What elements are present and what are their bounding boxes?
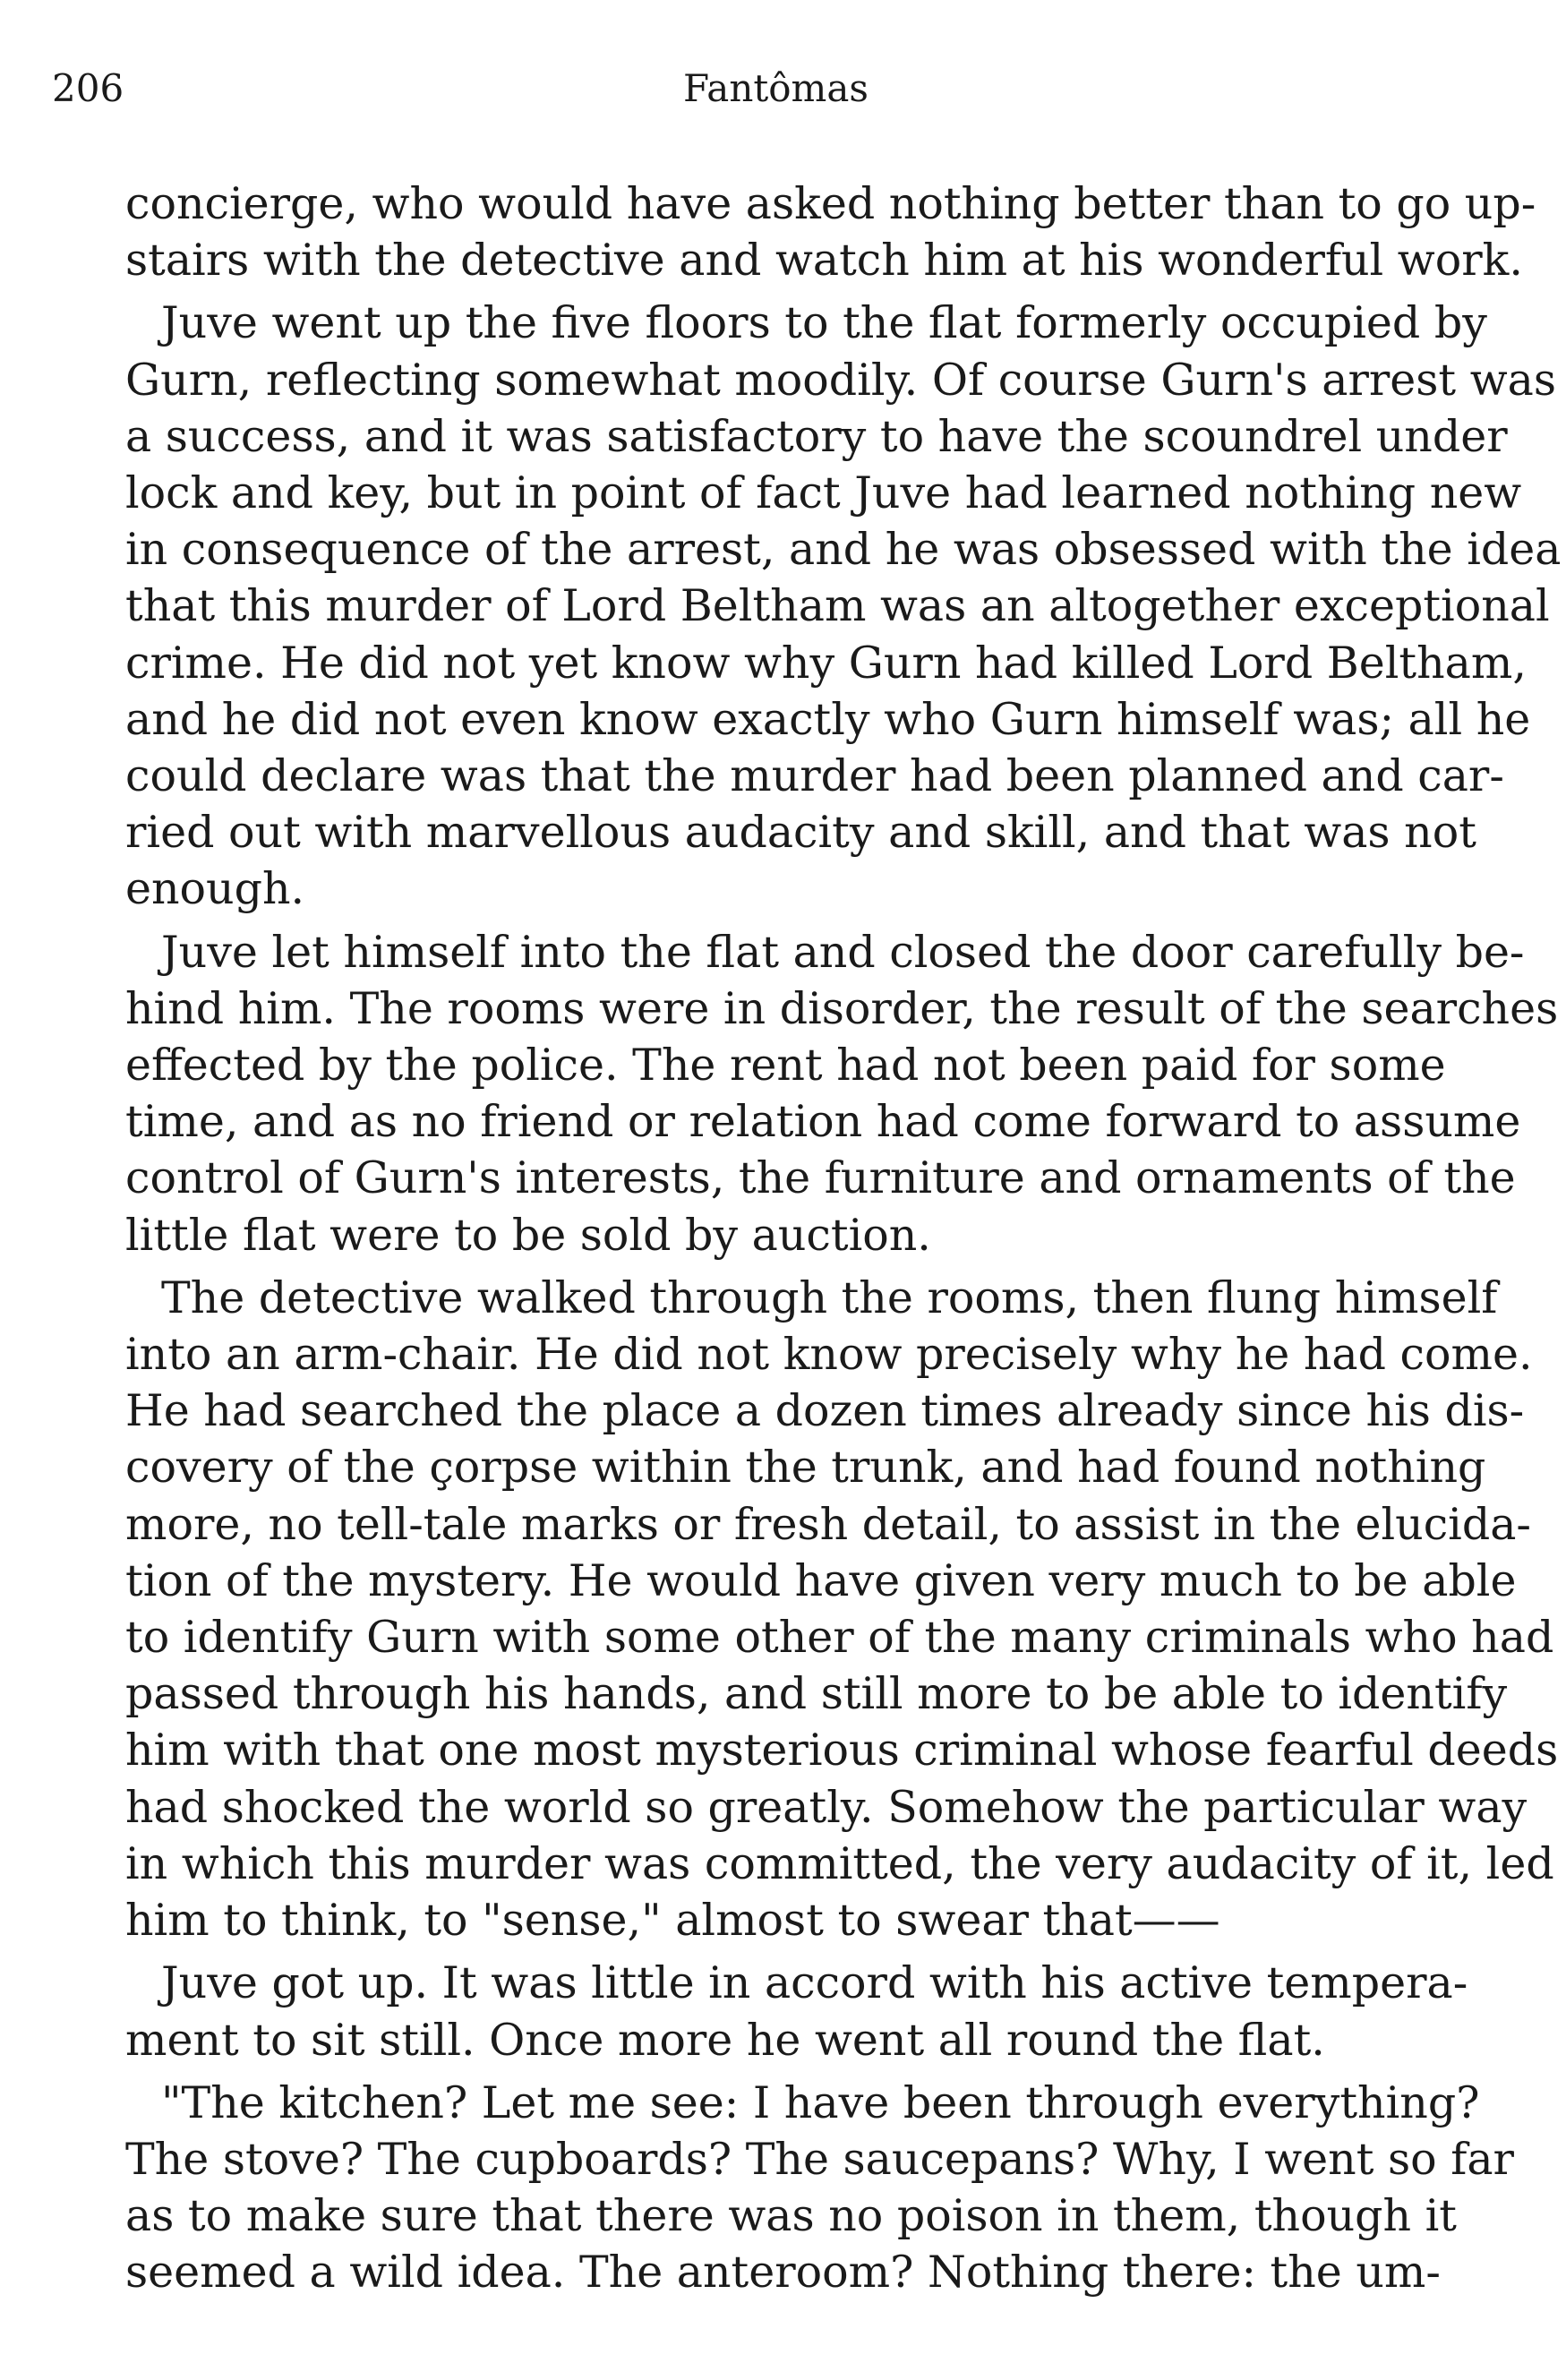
text-line: stairs with the detective and watch him at his wonderful work. [125,235,1523,287]
text-line: that this murder of Lord Beltham was an altogether exceptional [125,580,1550,632]
paragraph [125,1270,1559,1948]
text-line: in consequence of the arrest, and he was obsessed with the idea [125,524,1562,576]
text-line: little flat were to be sold by auction. [125,1209,931,1261]
text-line: "The kitchen? Let me see: I have been through everything? [161,2076,1480,2128]
text-line: covery of the çorpse within the trunk, and had found nothing [125,1442,1486,1494]
text-line: in which this murder was committed, the very audacity of it, led [125,1837,1554,1889]
text-line: Juve let himself into the flat and closed the door carefully be- [161,926,1525,978]
text-line: into an arm-chair. He did not know precisely why he had come. [125,1329,1533,1381]
text-line: could declare was that the murder had been planned and car- [125,750,1504,802]
text-line: seemed a wild idea. The anteroom? Nothing there: the um- [125,2247,1441,2299]
running-header [52,66,1566,120]
text-line: and he did not even know exactly who Gurn himself was; all he [125,693,1531,745]
text-line: The detective walked through the rooms, then flung himself [161,1271,1498,1323]
text-line: Juve got up. It was little in accord with his active tempera- [161,1957,1468,2009]
running-title: Fantômas [683,66,869,110]
body-text [125,176,1562,2301]
text-line: tion of the mystery. He would have given very much to be able [125,1554,1517,1606]
text-line: a success, and it was satisfactory to have the scoundrel under [125,410,1508,462]
text-line: more, no tell-tale marks or fresh detail, to assist in the elucida- [125,1498,1531,1550]
text-line: time, and as no friend or relation had come forward to assume [125,1096,1521,1148]
text-line: ried out with marvellous audacity and skill, and that was not [125,807,1476,859]
text-line: Juve went up the five floors to the flat formerly occupied by [161,297,1487,349]
paragraph [125,2075,1514,2301]
page-number: 206 [52,66,124,110]
paragraph [125,924,1559,1263]
text-line: hind him. The rooms were in disorder, the result of the searches [125,982,1559,1034]
text-line: passed through his hands, and still more to be able to identify [125,1668,1508,1720]
paragraph [125,176,1536,288]
text-line: enough. [125,863,305,915]
text-line: Gurn, reflecting somewhat moodily. Of course Gurn's arrest was [125,354,1557,406]
text-line: ment to sit still. Once more he went all round the flat. [125,2014,1325,2066]
text-line: concierge, who would have asked nothing better than to go up- [125,178,1536,229]
text-line: him to think, to "sense," almost to swear that—— [125,1895,1220,1947]
text-line: had shocked the world so greatly. Somehow the particular way [125,1781,1527,1833]
text-line: He had searched the place a dozen times already since his dis- [125,1385,1525,1437]
text-line: him with that one most mysterious criminal whose fearful deeds [125,1725,1559,1776]
paragraph [125,1955,1468,2068]
text-line: as to make sure that there was no poison in them, though it [125,2190,1457,2242]
paragraph [125,295,1562,917]
text-line: The stove? The cupboards? The saucepans? Why, I went so far [125,2133,1514,2185]
text-line: to identify Gurn with some other of the many criminals who had [125,1612,1554,1664]
text-line: control of Gurn's interests, the furniture and ornaments of the [125,1152,1516,1204]
text-line: crime. He did not yet know why Gurn had killed Lord Beltham, [125,637,1527,689]
text-line: lock and key, but in point of fact Juve had learned nothing new [125,467,1522,519]
text-line: effected by the police. The rent had not been paid for some [125,1040,1446,1092]
